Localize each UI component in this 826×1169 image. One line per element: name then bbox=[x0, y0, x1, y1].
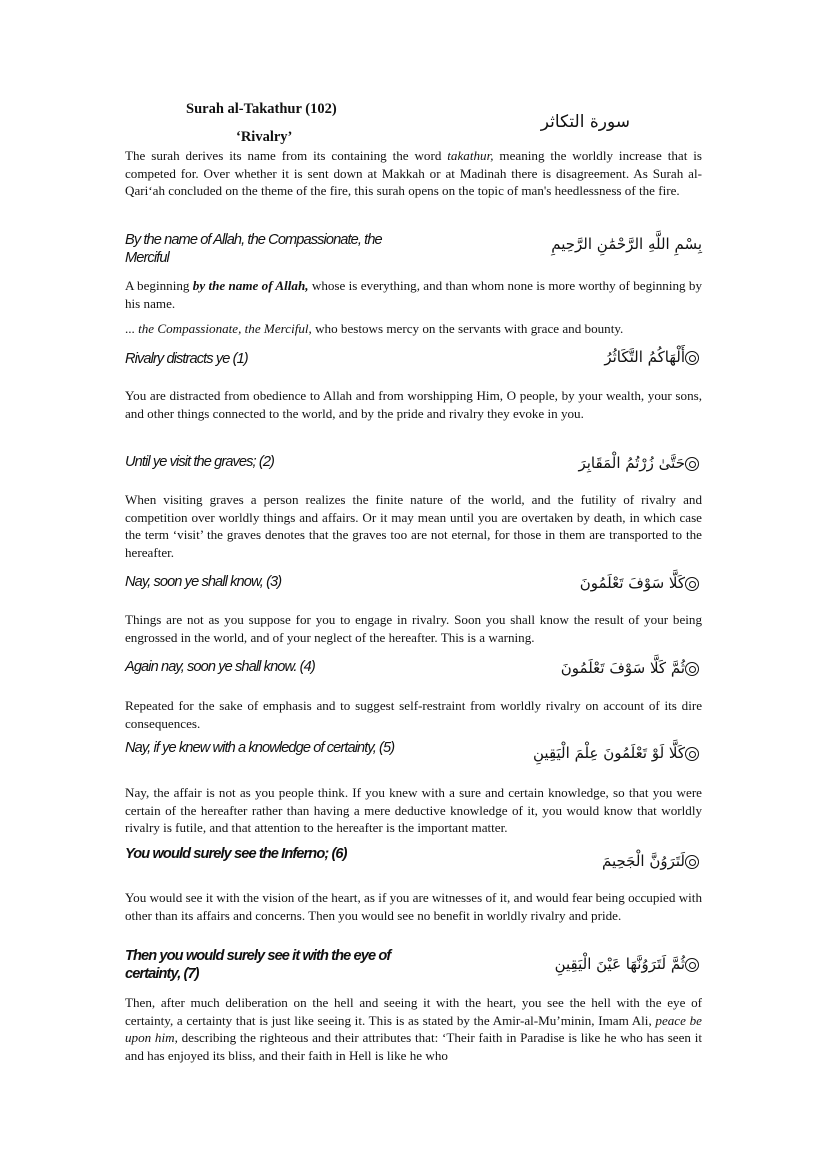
verse-translation-6: You would surely see the Inferno; (6) bbox=[125, 846, 347, 862]
commentary-basmala-2: ... the Compassionate, the Merciful, who bestows mercy on the servants with grace and bounty. bbox=[125, 321, 624, 336]
verse-translation-basmala: By the name of Allah, the Compassionate, the Merciful bbox=[125, 232, 382, 266]
verse-translation-1: Rivalry distracts ye (1) bbox=[125, 351, 248, 367]
commentary-basmala-1: A beginning by the name of Allah, whose is everything, and than whom none is more worthy of beginning by his name. bbox=[125, 278, 702, 311]
commentary-verse-5: Nay, the affair is not as you people think. If you knew with a sure and certain knowledge, so that you were certain of the hereafter rather than having a mere deductive knowledge of it, you would know that worldly rivalry is futile, and that attention to the hereafter is the important matter. bbox=[125, 785, 702, 836]
intro-paragraph: The surah derives its name from its containing the word takathur, meaning the worldly increase that is competed for. Over whether it is sent down at Makkah or at Madinah there is disagreement. As Surah al-Qari‘ah concluded on the theme of the fire, this surah opens on the topic of man's heedlessness of the fire. bbox=[125, 148, 702, 199]
commentary-verse-4: Repeated for the sake of emphasis and to suggest self-restraint from worldly rivalry on account of its dire consequences. bbox=[125, 698, 702, 731]
verse-translation-7: Then you would surely see it with the eye of certainty, (7) bbox=[125, 948, 391, 982]
ayah-end-mark-icon bbox=[685, 855, 699, 869]
arabic-verse-1: أَلْهَاكُمُ التَّكَاثُرُ bbox=[472, 348, 702, 366]
commentary-verse-6: You would see it with the vision of the heart, as if you are witnesses of it, and would fear being occupied with other than its affairs and concerns. Then you would see no benefit in worldly rivalry and pride. bbox=[125, 890, 702, 923]
ayah-end-mark-icon bbox=[685, 662, 699, 676]
ayah-end-mark-icon bbox=[685, 747, 699, 761]
verse-translation-5: Nay, if ye knew with a knowledge of certainty, (5) bbox=[125, 740, 395, 756]
arabic-verse-4: ثُمَّ كَلَّا سَوْفَ تَعْلَمُونَ bbox=[472, 659, 702, 677]
arabic-verse-3: كَلَّا سَوْفَ تَعْلَمُونَ bbox=[472, 574, 702, 592]
verse-translation-3: Nay, soon ye shall know, (3) bbox=[125, 574, 282, 590]
page-subtitle: ‘Rivalry’ bbox=[236, 129, 293, 145]
verse-translation-2: Until ye visit the graves; (2) bbox=[125, 454, 274, 470]
arabic-verse-basmala: بِسْمِ اللَّهِ الرَّحْمَٰنِ الرَّحِيمِ bbox=[551, 235, 702, 253]
ayah-end-mark-icon bbox=[685, 577, 699, 591]
ayah-end-mark-icon bbox=[685, 351, 699, 365]
ayah-end-mark-icon bbox=[685, 958, 699, 972]
arabic-surah-title: سورة التكاثر bbox=[540, 112, 630, 132]
arabic-verse-6: لَتَرَوُنَّ الْجَحِيمَ bbox=[472, 852, 702, 870]
page-title: Surah al-Takathur (102) bbox=[186, 101, 337, 117]
commentary-verse-2: When visiting graves a person realizes the finite nature of the world, and the futility of rivalry and competition over worldly things and affairs. Or it may mean until you are overtaken by death, in which case the term ‘visit’ the graves denotes that the graves too are not eternal, for those in them are transported to the hereafter. bbox=[125, 492, 702, 560]
commentary-verse-3: Things are not as you suppose for you to engage in rivalry. Soon you shall know the result of your being engrossed in the world, and of your neglect of the hereafter. This is a warning. bbox=[125, 612, 702, 645]
ayah-end-mark-icon bbox=[685, 457, 699, 471]
commentary-verse-1: You are distracted from obedience to Allah and from worshipping Him, O people, by your wealth, your sons, and other things connected to the world, and by the pride and rivalry they evoke in you. bbox=[125, 388, 702, 421]
verse-translation-4: Again nay, soon ye shall know. (4) bbox=[125, 659, 315, 675]
commentary-verse-7: Then, after much deliberation on the hell and seeing it with the heart, you see the hell with the eye of certainty, a certainty that is just like seeing it. This is as stated by the Amir-al-Mu’minin, Imam Ali, peace be upon him, describing the righteous and their attributes that: ‘Their faith in Paradise is like he who has seen it and has enjoyed its bliss, and their faith in Hell is like he who bbox=[125, 995, 702, 1063]
arabic-verse-7: ثُمَّ لَتَرَوُنَّهَا عَيْنَ الْيَقِينِ bbox=[472, 955, 702, 973]
arabic-verse-2: حَتَّىٰ زُرْتُمُ الْمَقَابِرَ bbox=[472, 454, 702, 472]
arabic-verse-5: كَلَّا لَوْ تَعْلَمُونَ عِلْمَ الْيَقِينِ bbox=[472, 744, 702, 762]
